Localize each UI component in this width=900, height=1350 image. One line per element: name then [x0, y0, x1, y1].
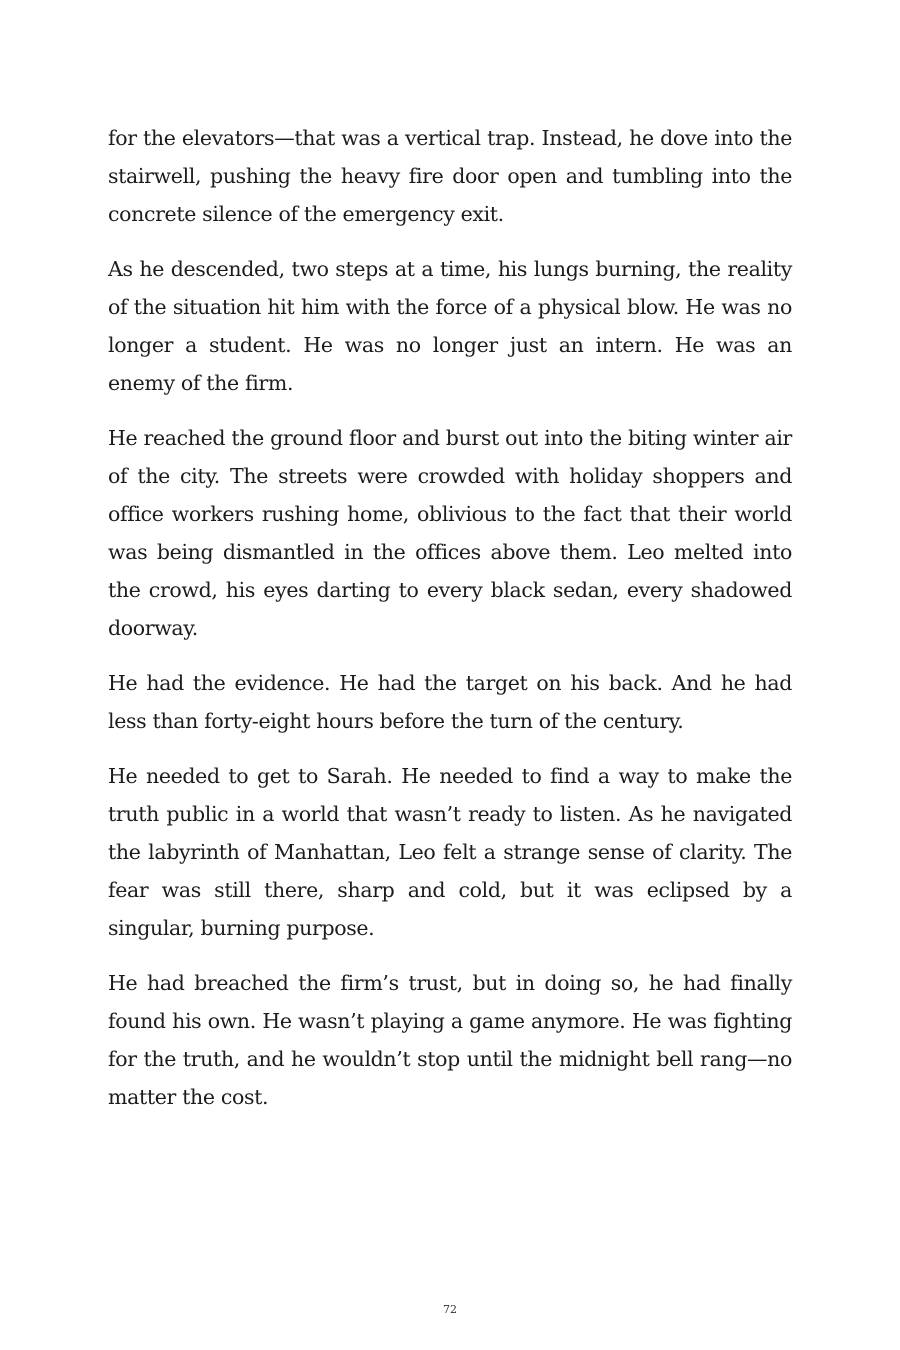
paragraph-6: He had breached the firm’s trust, but in doing so, he had finally found his own. He wasn’t playing a game anymore. He was fighting for the truth, and he wouldn’t stop until the midnight bell rang—no matter the cost.: [108, 971, 792, 1109]
paragraph-3: He reached the ground floor and burst out into the biting winter air of the city. The streets were crowded with holiday shoppers and office workers rushing home, oblivious to the fact that their world was being dismantled in the offices above them. Leo melted into the crowd, his eyes darting to every black sedan, every shadowed doorway.: [108, 426, 792, 640]
body-text: [108, 119, 792, 1133]
paragraph-1: for the elevators—that was a vertical trap. Instead, he dove into the stairwell, pushing the heavy fire door open and tumbling into the concrete silence of the emergency exit.: [108, 126, 792, 226]
paragraph-5: He needed to get to Sarah. He needed to find a way to make the truth public in a world that wasn’t ready to listen. As he navigated the labyrinth of Manhattan, Leo felt a strange sense of clarity. The fear was still there, sharp and cold, but it was eclipsed by a singular, burning purpose.: [108, 764, 792, 940]
paragraph-2: As he descended, two steps at a time, his lungs burning, the reality of the situation hit him with the force of a physical blow. He was no longer a student. He was no longer just an intern. He was an enemy of the firm.: [108, 257, 792, 395]
page-number: 72: [443, 1303, 457, 1316]
paragraph-4: He had the evidence. He had the target on his back. And he had less than forty-eight hours before the turn of the century.: [108, 671, 792, 733]
